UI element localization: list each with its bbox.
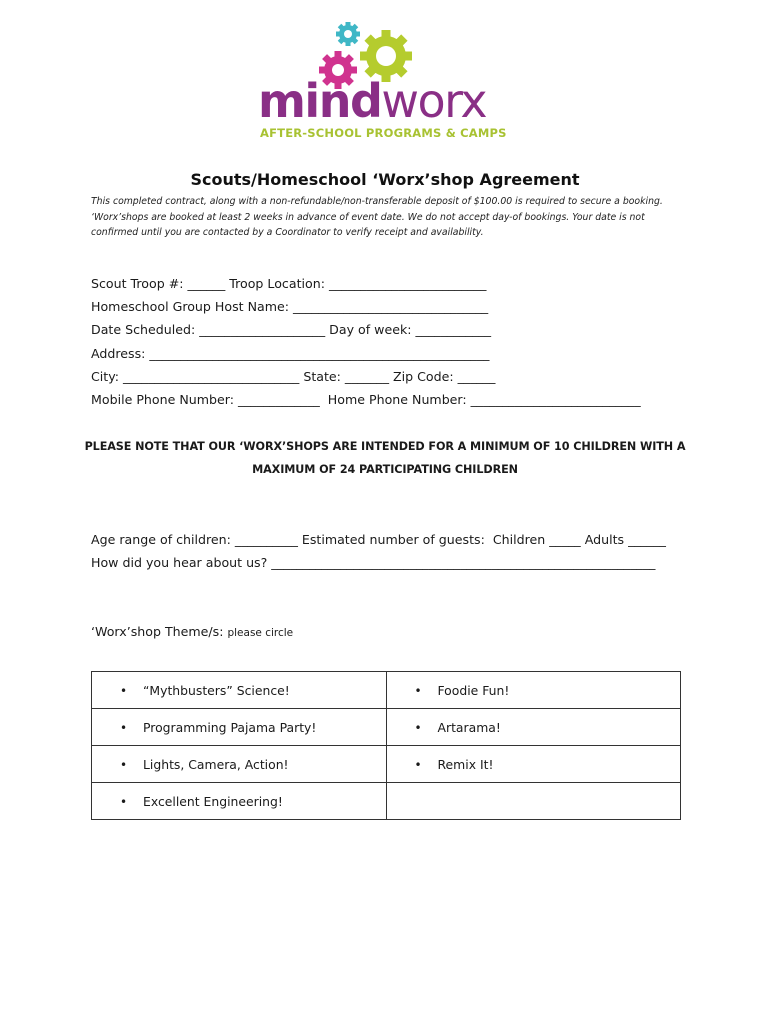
notice-line-1: PLEASE NOTE THAT OUR ‘WORX’SHOPS ARE INTENDED FOR A MINIMUM OF 10 CHILDREN WITH A: [84, 440, 686, 453]
table-row: [92, 709, 681, 746]
teal-gear-icon: [336, 22, 360, 46]
bullet-icon: •: [414, 757, 422, 772]
form-line-host-name[interactable]: Homeschool Group Host Name: _______________________________: [91, 299, 489, 314]
form-line-city[interactable]: City: ____________________________ State: _______ Zip Code: ______: [91, 369, 496, 384]
form-line-age-guests[interactable]: Age range of children: __________ Estimated number of guests: Children _____ Adults ______: [91, 532, 666, 547]
theme-option[interactable]: [92, 783, 387, 820]
brand-wordmark: [258, 74, 487, 128]
theme-option[interactable]: [92, 746, 387, 783]
form-line-date[interactable]: Date Scheduled: ____________________ Day of week: ____________: [91, 322, 492, 337]
themes-heading-label: ‘Worx’shop Theme/s:: [91, 624, 224, 639]
theme-label: Programming Pajama Party!: [143, 719, 317, 735]
theme-option[interactable]: [92, 672, 387, 709]
bullet-icon: •: [120, 683, 128, 698]
theme-label: Lights, Camera, Action!: [143, 756, 289, 772]
theme-label: Excellent Engineering!: [143, 793, 283, 809]
theme-label: “Mythbusters” Science!: [143, 682, 290, 698]
empty-cell: [386, 783, 681, 820]
themes-table: [91, 671, 681, 820]
theme-option[interactable]: [92, 709, 387, 746]
form-line-address[interactable]: Address: ______________________________________________________: [91, 346, 490, 361]
form-line-troop[interactable]: Scout Troop #: ______ Troop Location: _________________________: [91, 276, 487, 291]
table-row: [92, 783, 681, 820]
bullet-icon: •: [414, 720, 422, 735]
themes-heading-note: please circle: [227, 627, 294, 639]
table-row: [92, 672, 681, 709]
table-row: [92, 746, 681, 783]
theme-option[interactable]: [386, 672, 681, 709]
intro-paragraph: This completed contract, along with a non-refundable/non-transferable deposit of $100.00 is required to secure a booking. ‘Worx’shops are booked at least 2 weeks in advance of event date. We do not accept day-of bookings. Your date is not confirmed until you are contacted by a Coordinator to verify receipt and availability.: [91, 196, 663, 238]
bullet-icon: •: [120, 720, 128, 735]
themes-heading: [91, 624, 293, 639]
theme-label: Remix It!: [437, 756, 494, 772]
bullet-icon: •: [120, 794, 128, 809]
document-title: Scouts/Homeschool ‘Worx’shop Agreement: [190, 170, 580, 189]
notice-line-2: MAXIMUM OF 24 PARTICIPATING CHILDREN: [252, 463, 518, 476]
brand-name-part2: worx: [381, 74, 487, 128]
brand-name-part1: mind: [258, 74, 382, 128]
form-line-referral[interactable]: How did you hear about us? _____________________________________________________________: [91, 555, 656, 570]
form-line-phone[interactable]: Mobile Phone Number: _____________ Home Phone Number: ___________________________: [91, 392, 641, 407]
brand-tagline: AFTER-SCHOOL PROGRAMS & CAMPS: [260, 126, 507, 140]
theme-label: Foodie Fun!: [437, 682, 510, 698]
theme-option[interactable]: [386, 709, 681, 746]
bullet-icon: •: [414, 683, 422, 698]
theme-label: Artarama!: [437, 719, 501, 735]
bullet-icon: •: [120, 757, 128, 772]
theme-option[interactable]: [386, 746, 681, 783]
